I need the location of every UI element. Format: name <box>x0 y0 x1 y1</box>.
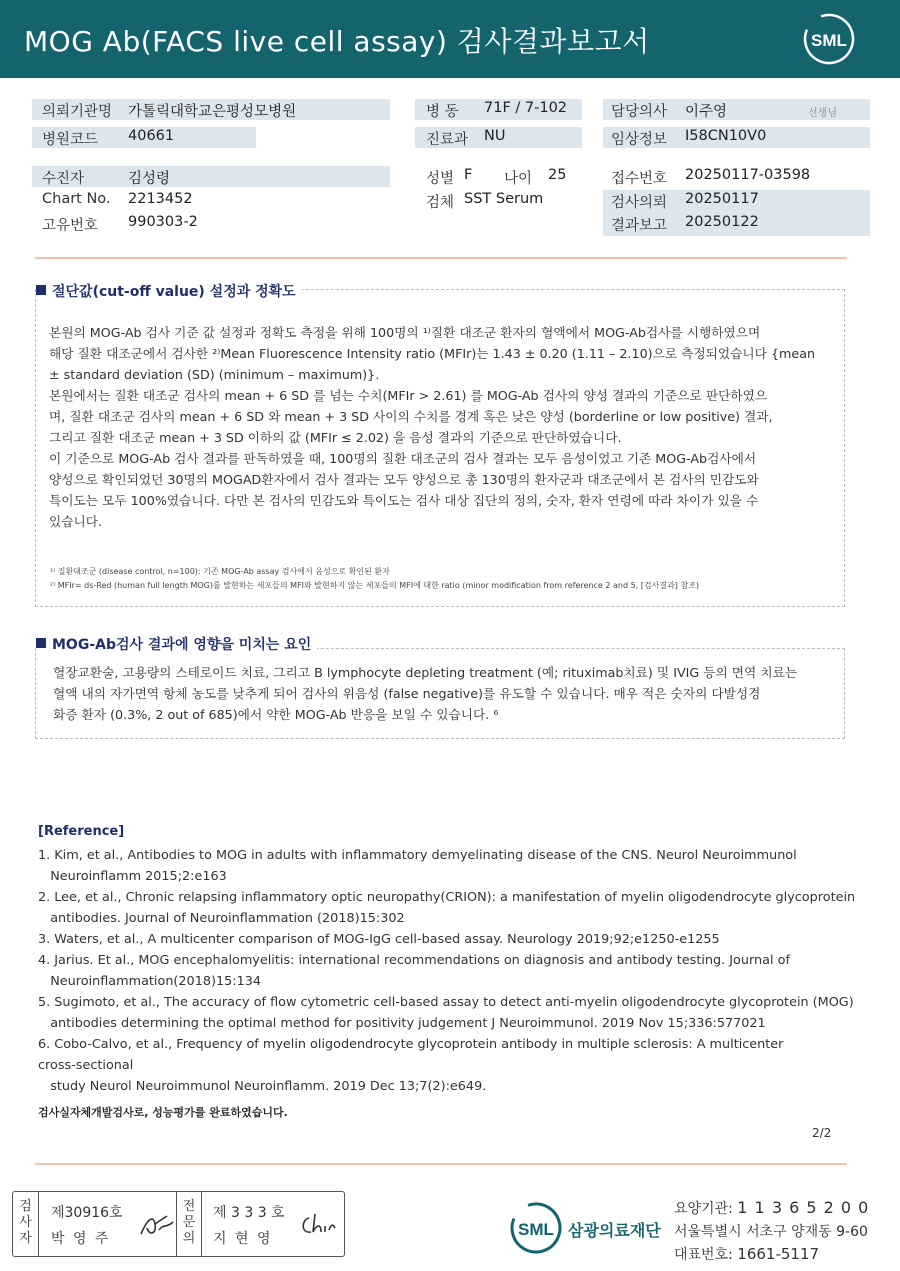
age-label: 나이 <box>504 171 533 187</box>
dept-label: 진료과 <box>426 132 469 148</box>
reference-line: antibodies determining the optimal method for positivity judgement J Neuroimmunol. 2019 Nov 15;336:577021 <box>38 1016 766 1031</box>
section1-title-text: 절단값(cut-off value) 설정과 정확도 <box>52 284 296 300</box>
request-label: 검사의뢰 <box>611 195 668 211</box>
report-value: 20250122 <box>685 214 759 230</box>
care-label: 요양기관: <box>674 1201 733 1217</box>
specialist-name: 지 현 영 <box>213 1231 273 1247</box>
footnote-1: ¹⁾ 질환대조군 (disease control, n=100): 기존 MOG-Ab assay 검사에서 음성으로 확인된 환자 <box>50 567 390 576</box>
specialist-no: 제 3 3 3 호 <box>213 1205 285 1221</box>
reference-line: 1. Kim, et al., Antibodies to MOG in adults with inflammatory demyelinating disease of the CNS. Neurol Neuroimmunol <box>38 848 797 863</box>
clinical-value: I58CN10V0 <box>685 128 767 144</box>
report-label: 결과보고 <box>611 218 668 234</box>
section2-title-text: MOG-Ab검사 결과에 영향을 미치는 요인 <box>52 637 312 653</box>
sml-foundation-logo-icon <box>508 1200 564 1256</box>
svg-text:SML: SML <box>518 1220 554 1239</box>
page-number: 2/2 <box>812 1126 832 1140</box>
phone-label: 대표번호: <box>674 1247 733 1263</box>
section2-line: 혈장교환술, 고용량의 스테로이드 치료, 그리고 B lymphocyte depleting treatment (예; rituximab치료) 및 IVIG 등의 면역 치료는 <box>53 665 798 680</box>
divider <box>35 1163 847 1165</box>
section1-line: 본원에서는 질환 대조군 검사의 mean + 6 SD 를 넘는 수치(MFIr > 2.61) 를 MOG-Ab 검사의 양성 결과의 기준으로 판단하였으 <box>49 388 768 403</box>
section1-line: 며, 질환 대조군 검사의 mean + 6 SD 와 mean + 3 SD 사이의 수치를 경계 혹은 낮은 양성 (borderline or low positive) 결과, <box>49 409 773 424</box>
label-char: 전 <box>182 1199 196 1214</box>
specialist-label <box>176 1192 202 1256</box>
section1-line: ± standard deviation (SD) (minimum – maximum)}. <box>49 367 380 382</box>
label-char: 사 <box>19 1215 32 1230</box>
patient-value: 김성령 <box>128 171 171 187</box>
specimen-label: 검체 <box>426 195 455 211</box>
reference-line: study Neurol Neuroimmunol Neuroinflamm. 2019 Dec 13;7(2):e649. <box>38 1079 487 1094</box>
label-char: 자 <box>19 1231 32 1246</box>
reference-line: 2. Lee, et al., Chronic relapsing inflammatory optic neuropathy(CRION): a manifestation of myelin oligodendrocyte glycoprotein <box>38 890 856 905</box>
section1-body <box>49 322 815 532</box>
reference-line: 4. Jarius. Et al., MOG encephalomyelitis: international recommendations on diagnosis and antibody testing. Journal of <box>38 953 790 968</box>
phone-row <box>674 1244 819 1264</box>
section2-line: 혈액 내의 자가면역 항체 농도를 낮추게 되어 검사의 위음성 (false negative)를 유도할 수 있습니다. 매우 적은 숫자의 다발성경 <box>53 686 761 701</box>
doctor-label: 담당의사 <box>611 104 668 120</box>
section1-line: 그리고 질환 대조군 mean + 3 SD 이하의 값 (MFIr ≤ 2.02) 을 음성 결과의 기준으로 판단하였습니다. <box>49 430 622 445</box>
divider <box>35 257 847 259</box>
section1-title <box>36 281 302 301</box>
hospital-value: 가톨릭대학교은평성모병원 <box>128 104 297 120</box>
ward-value: 71F / 7-102 <box>484 100 568 116</box>
reference-line: antibodies. Journal of Neuroinflammation (2018)15:302 <box>38 911 405 926</box>
doctor-value: 이주영 <box>685 104 728 120</box>
chart-label: Chart No. <box>42 191 111 207</box>
section1-line: 이 기준으로 MOG-Ab 검사 결과를 판독하였을 때, 100명의 질환 대조군의 검사 결과는 모두 음성이었고 기존 MOG-Ab검사에서 <box>49 451 757 466</box>
receipt-label: 접수번호 <box>611 171 668 187</box>
uid-value: 990303-2 <box>128 214 198 230</box>
age-value: 25 <box>548 167 567 183</box>
section1-line: 본원의 MOG-Ab 검사 기준 값 설정과 정확도 측정을 위해 100명의 ¹⁾질환 대조군 환자의 혈액에서 MOG-Ab검사를 시행하였으며 <box>49 325 761 340</box>
care-institution <box>674 1198 869 1218</box>
reference-line: 5. Sugimoto, et al., The accuracy of flow cytometric cell-based assay to detect anti-myelin oligodendrocyte glycoprotein (MOG) <box>38 995 854 1010</box>
examiner-no: 제30916호 <box>51 1205 123 1221</box>
reference-list <box>38 845 855 1097</box>
hospital-label: 의뢰기관명 <box>42 104 113 120</box>
validation-note: 검사실자체개발검사로, 성능평가를 완료하였습니다. <box>38 1106 288 1119</box>
label-char: 의 <box>182 1231 196 1246</box>
reference-line: 6. Cobo-Calvo, et al., Frequency of myelin oligodendrocyte glycoprotein antibody in multiple sclerosis: A multicenter <box>38 1037 784 1052</box>
sex-value: F <box>464 167 473 183</box>
specialist-signature-icon <box>297 1210 337 1240</box>
care-number: 1 1 3 6 5 2 0 0 <box>737 1198 870 1217</box>
chart-value: 2213452 <box>128 191 193 207</box>
ward-label: 병 동 <box>426 104 459 120</box>
patient-label: 수진자 <box>42 171 85 187</box>
specimen-value: SST Serum <box>464 191 544 207</box>
code-label: 병원코드 <box>42 132 99 148</box>
reference-title: [Reference] <box>38 824 125 839</box>
signature-box <box>12 1191 345 1257</box>
report-header <box>0 0 900 78</box>
reference-line: Neuroinflammation(2018)15:134 <box>38 974 261 989</box>
sex-label: 성별 <box>426 171 455 187</box>
reference-line: 3. Waters, et al., A multicenter comparison of MOG-IgG cell-based assay. Neurology 2019;92;e1250-e1255 <box>38 932 720 947</box>
section2-body <box>53 662 797 725</box>
examiner-label <box>13 1192 39 1256</box>
section1-line: 있습니다. <box>49 514 103 529</box>
report-title: MOG Ab(FACS live cell assay) 검사결과보고서 <box>24 25 650 58</box>
uid-label: 고유번호 <box>42 218 99 234</box>
section2-line: 화증 환자 (0.3%, 2 out of 685)에서 약한 MOG-Ab 반응을 보일 수 있습니다. ⁶ <box>53 707 499 722</box>
receipt-value: 20250117-03598 <box>685 167 811 183</box>
footnote-2: ²⁾ MFIr= ds-Red (human full length MOG)를 발현하는 세포들의 MFI와 발현하지 않는 세포들의 MFI에 대한 ratio (minor modification from reference 2 and 5, [검사결과] 참조) <box>50 581 700 590</box>
section1-line: 해당 질환 대조군에서 검사한 ²⁾Mean Fluorescence Intensity ratio (MFIr)는 1.43 ± 0.20 (1.11 – 2.10)으로 측정되었습니다 {mean <box>49 346 816 361</box>
phone-number: 1661-5117 <box>737 1245 820 1263</box>
info-bar <box>32 166 390 187</box>
bullet-square-icon <box>36 285 46 295</box>
label-char: 문 <box>182 1215 196 1230</box>
org-name: 삼광의료재단 <box>568 1221 661 1240</box>
section1-line: 양성으로 확인되었던 30명의 MOGAD환자에서 검사 결과는 모두 양성으로 총 130명의 환자군과 대조군에서 본 검사의 민감도와 <box>49 472 759 487</box>
reference-line: cross-sectional <box>38 1058 134 1073</box>
sml-logo-icon <box>802 12 856 66</box>
section2-title <box>36 634 317 654</box>
clinical-label: 임상정보 <box>611 132 668 148</box>
examiner-signature-icon <box>137 1210 177 1240</box>
code-value: 40661 <box>128 128 175 144</box>
section1-line: 특이도는 모두 100%였습니다. 다만 본 검사의 민감도와 특이도는 검사 대상 집단의 정의, 숫자, 환자 연령에 따라 차이가 있을 수 <box>49 493 759 508</box>
bullet-square-icon <box>36 638 46 648</box>
dept-value: NU <box>484 128 506 144</box>
doctor-suffix: 선생님 <box>808 108 837 119</box>
label-char: 검 <box>19 1199 32 1214</box>
address: 서울특별시 서초구 양재동 9-60 <box>674 1224 868 1240</box>
examiner-name: 박 영 주 <box>51 1231 111 1247</box>
request-value: 20250117 <box>685 191 759 207</box>
reference-line: Neuroinflamm 2015;2:e163 <box>38 869 227 884</box>
svg-text:SML: SML <box>811 31 847 50</box>
